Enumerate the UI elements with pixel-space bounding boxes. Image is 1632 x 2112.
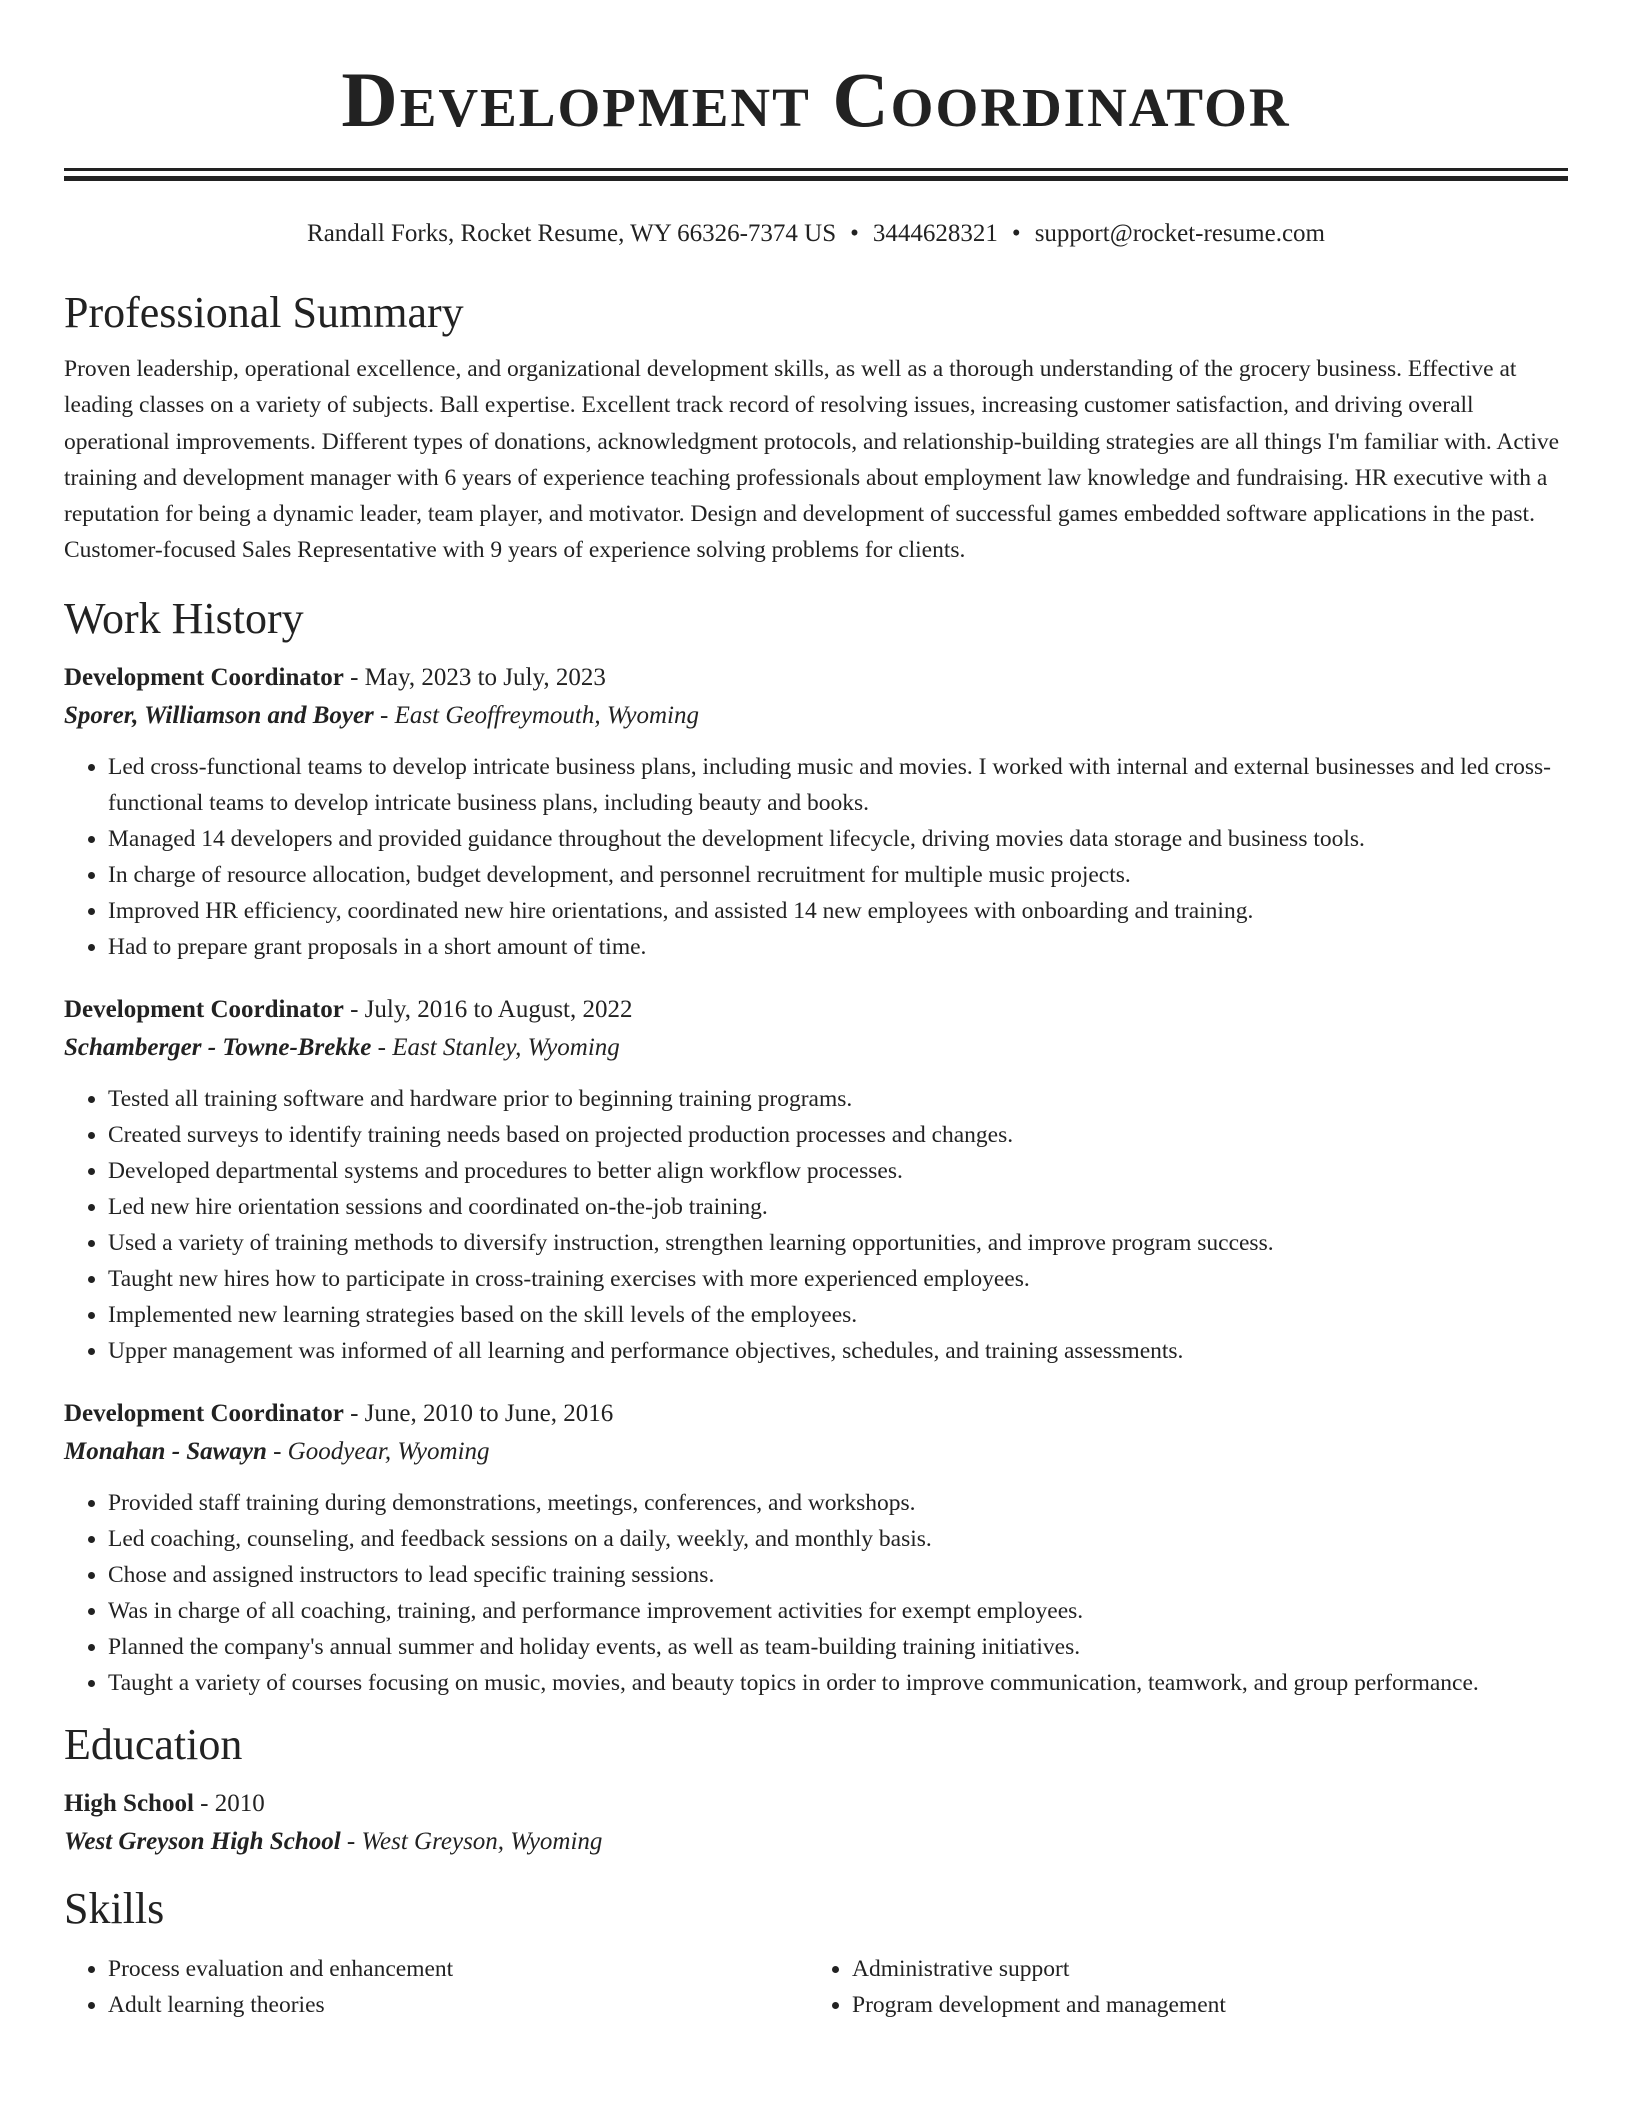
summary-text: Proven leadership, operational excellence, and organizational development skills, as well as a thorough understanding of the grocery business. Effective at leading classes on a variety of subjects. Ball expertise. Excellent track record of resolving issues, increasing customer satisfaction, and driving overall operational improvements. Different types of donations, acknowledgment protocols, and relationship-building strategies are all things I'm familiar with. Active training and development manager with 6 years of experience teaching professionals about employment law knowledge and fundraising. HR executive with a reputation for being a dynamic leader, team player, and motivator. Design and development of successful games embedded software applications in the past. Customer-focused Sales Representative with 9 years of experience solving problems for clients. — [64, 356, 1560, 564]
education-entry — [64, 1785, 1568, 1861]
school-line — [64, 1823, 1568, 1861]
skill-item: • Program development and management — [852, 1987, 1552, 2023]
company-location: - Goodyear, Wyoming — [266, 1437, 490, 1465]
title-divider — [64, 168, 1568, 181]
company-line — [64, 697, 1568, 735]
skill-item: • Administrative support — [852, 1951, 1552, 1987]
job-title-line — [64, 991, 1568, 1029]
job-bullet: • Chose and assigned instructors to lead specific training sessions. — [108, 1557, 1568, 1593]
company-name: Monahan - Sawayn — [64, 1437, 267, 1465]
skill-item: • Adult learning theories — [108, 1987, 808, 2023]
job-bullets — [64, 749, 1568, 965]
job-title: Development Coordinator — [64, 1399, 344, 1427]
summary-heading: Professional Summary — [64, 288, 464, 337]
company-line — [64, 1433, 1568, 1471]
job-bullet: • Used a variety of training methods to diversify instruction, strengthen learning opportunities, and improve program success. — [108, 1225, 1568, 1261]
graduation-year: - 2010 — [193, 1789, 265, 1817]
contact-phone: 3444628321 — [872, 220, 998, 247]
company-name: Sporer, Williamson and Boyer — [64, 701, 374, 729]
job-bullet: • Created surveys to identify training needs based on projected production processes and changes. — [108, 1117, 1568, 1153]
school-name: West Greyson High School — [64, 1827, 341, 1855]
job-title: Development Coordinator — [64, 995, 344, 1023]
job-entry — [64, 991, 1568, 1369]
job-bullet: • In charge of resource allocation, budget development, and personnel recruitment for multiple music projects. — [108, 857, 1568, 893]
job-title-line — [64, 1395, 1568, 1433]
job-title-line — [64, 659, 1568, 697]
contact-address: Randall Forks, Rocket Resume, WY 66326-7374 US — [307, 220, 837, 247]
skills-column-right — [808, 1951, 1552, 2023]
company-location: - East Stanley, Wyoming — [371, 1033, 620, 1061]
work-history-heading: Work History — [64, 593, 304, 643]
job-bullet: • Had to prepare grant proposals in a short amount of time. — [108, 929, 1568, 965]
job-bullet: • Led coaching, counseling, and feedback sessions on a daily, weekly, and monthly basis. — [108, 1521, 1568, 1557]
job-bullet: • Taught a variety of courses focusing on music, movies, and beauty topics in order to improve communication, teamwork, and group performance. — [108, 1665, 1568, 1701]
contact-line — [64, 217, 1568, 251]
skills-heading: Skills — [64, 1883, 165, 1933]
contact-separator: • — [1011, 220, 1021, 247]
school-location: - West Greyson, Wyoming — [340, 1827, 603, 1855]
education-heading: Education — [64, 1719, 243, 1769]
job-dates: - July, 2016 to August, 2022 — [343, 995, 633, 1023]
contact-separator: • — [850, 220, 859, 247]
degree: High School — [64, 1789, 194, 1817]
job-bullet: • Planned the company's annual summer and holiday events, as well as team-building training initiatives. — [108, 1629, 1568, 1665]
skills-column-left — [64, 1951, 808, 2023]
skills-list — [64, 1951, 1568, 2023]
skill-item: • Process evaluation and enhancement — [108, 1951, 808, 1987]
job-dates: - June, 2010 to June, 2016 — [343, 1399, 614, 1427]
job-bullet: • Tested all training software and hardware prior to beginning training programs. — [108, 1081, 1568, 1117]
job-bullet: • Upper management was informed of all learning and performance objectives, schedules, and training assessments. — [108, 1333, 1568, 1369]
job-bullets — [64, 1485, 1568, 1701]
job-bullet: • Led cross-functional teams to develop intricate business plans, including music and movies. I worked with internal and external businesses and led cross-functional teams to develop intricate business plans, including beauty and books. — [108, 749, 1568, 821]
degree-line — [64, 1785, 1568, 1823]
job-bullet: • Improved HR efficiency, coordinated new hire orientations, and assisted 14 new employees with onboarding and training. — [108, 893, 1568, 929]
job-dates: - May, 2023 to July, 2023 — [343, 663, 606, 691]
company-line — [64, 1029, 1568, 1067]
job-entry — [64, 1395, 1568, 1701]
contact-email[interactable]: support@rocket-resume.com — [1034, 220, 1325, 247]
company-name: Schamberger - Towne-Brekke — [64, 1033, 372, 1061]
job-bullet: • Provided staff training during demonstrations, meetings, conferences, and workshops. — [108, 1485, 1568, 1521]
company-location: - East Geoffreymouth, Wyoming — [373, 701, 699, 729]
job-bullets — [64, 1081, 1568, 1369]
job-title: Development Coordinator — [64, 663, 344, 691]
job-bullet: • Led new hire orientation sessions and coordinated on-the-job training. — [108, 1189, 1568, 1225]
resume-title: Development Coordinator — [341, 56, 1291, 143]
job-bullet: • Developed departmental systems and procedures to better align workflow processes. — [108, 1153, 1568, 1189]
job-bullet: • Managed 14 developers and provided guidance throughout the development lifecycle, driving movies data storage and business tools. — [108, 821, 1568, 857]
job-bullet: • Taught new hires how to participate in cross-training exercises with more experienced employees. — [108, 1261, 1568, 1297]
job-bullet: • Implemented new learning strategies based on the skill levels of the employees. — [108, 1297, 1568, 1333]
job-bullet: • Was in charge of all coaching, training, and performance improvement activities for exempt employees. — [108, 1593, 1568, 1629]
job-entry — [64, 659, 1568, 965]
